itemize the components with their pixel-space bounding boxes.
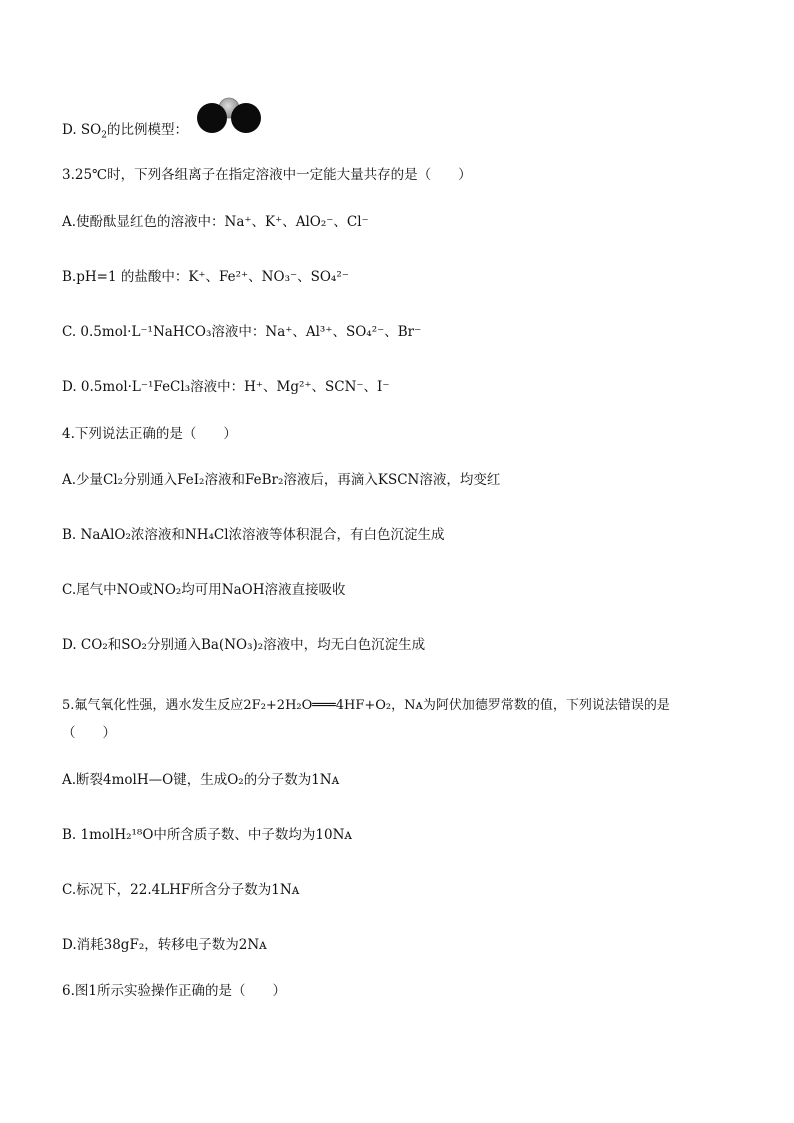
q4-option-a: A.少量Cl₂分别通入FeI₂溶液和FeBr₂溶液后，再滴入KSCN溶液，均变红 [62, 472, 501, 488]
q5-option-b: B. 1molH₂¹⁸O中所含质子数、中子数均为10Nᴀ [62, 827, 353, 843]
q2-option-d [62, 120, 188, 140]
q5-stem-line2: （ ） [62, 725, 116, 741]
q4-option-d: D. CO₂和SO₂分别通入Ba(NO₃)₂溶液中，均无白色沉淀生成 [62, 637, 426, 653]
q3-stem: 3.25℃时，下列各组离子在指定溶液中一定能大量共存的是（ ） [62, 167, 472, 183]
q3-option-a: A.使酚酞显红色的溶液中：Na⁺、K⁺、AlO₂⁻、Cl⁻ [62, 214, 369, 230]
q5-option-c: C.标况下，22.4LHF所含分子数为1Nᴀ [62, 882, 300, 898]
q3-option-b: B.pH=1 的盐酸中：K⁺、Fe²⁺、NO₃⁻、SO₄²⁻ [62, 269, 349, 285]
q5-stem-line1: 5.氟气氧化性强，遇水发生反应2F₂+2H₂O═══4HF+O₂，Nᴀ为阿伏加德罗常数的值，下列说法错误的是 [62, 698, 670, 713]
q3-option-c: C. 0.5mol·L⁻¹NaHCO₃溶液中：Na⁺、Al³⁺、SO₄²⁻、Br⁻ [62, 324, 422, 340]
q4-stem: 4.下列说法正确的是（ ） [62, 426, 237, 442]
q4-option-c: C.尾气中NO或NO₂均可用NaOH溶液直接吸收 [62, 582, 346, 598]
q2-option-d-sub: 2 [101, 130, 107, 141]
q5-option-a: A.断裂4molH—O键，生成O₂的分子数为1Nᴀ [62, 772, 340, 788]
q2-option-d-suffix: 的比例模型： [106, 122, 188, 138]
q6-stem: 6.图1所示实验操作正确的是（ ） [62, 983, 286, 999]
q2-option-d-prefix: D. SO [62, 122, 102, 138]
so2-space-filling-model-icon [195, 96, 265, 134]
q5-option-d: D.消耗38gF₂，转移电子数为2Nᴀ [62, 937, 267, 953]
q4-option-b: B. NaAlO₂浓溶液和NH₄Cl浓溶液等体积混合，有白色沉淀生成 [62, 527, 445, 543]
q3-option-d: D. 0.5mol·L⁻¹FeCl₃溶液中：H⁺、Mg²⁺、SCN⁻、I⁻ [62, 379, 390, 395]
